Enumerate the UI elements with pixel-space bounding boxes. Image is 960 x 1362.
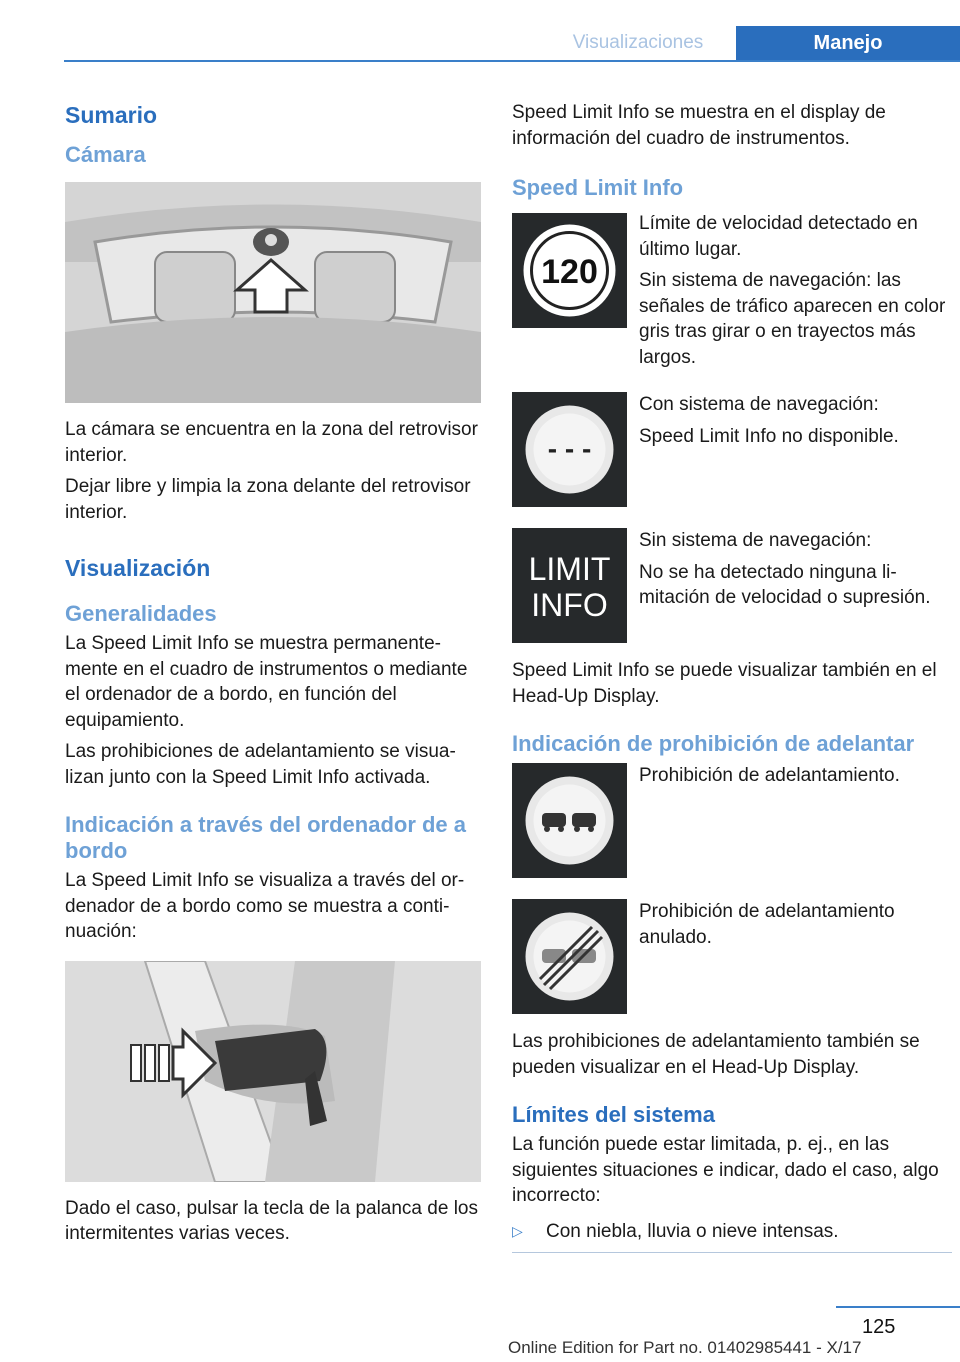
footer-rule bbox=[836, 1306, 960, 1308]
bullet-text: Con niebla, lluvia o nieve intensas. bbox=[546, 1220, 839, 1242]
heading-limites: Límites del sistema bbox=[512, 1102, 715, 1127]
text-prohib-2: Prohibición de adelantamiento anulado. bbox=[639, 901, 895, 948]
text-lever: Dado el caso, pulsar la tecla de la palanca de los intermitentes varias veces. bbox=[65, 1197, 478, 1244]
footer-edition: Online Edition for Part no. 01402985441 - X/17 bbox=[508, 1338, 862, 1357]
speed-limit-120-tile bbox=[512, 213, 627, 328]
camera-illustration bbox=[65, 182, 481, 403]
heading-prohibicion: Indicación de prohibición de adelantar bbox=[512, 731, 915, 756]
heading-indicacion-ordenador: Indicación a través del ordenador de a bordo bbox=[65, 812, 467, 863]
heading-sumario: Sumario bbox=[65, 102, 158, 128]
text-generalidades-1: La Speed Limit Info se muestra permanentemente en el cuadro de instrumentos o mediante el ordenador de a bordo, en función del equipamiento. bbox=[65, 633, 468, 731]
heading-speed-limit-info: Speed Limit Info bbox=[512, 175, 684, 200]
text-prohib-1: Prohibición de adelantamiento. bbox=[639, 765, 900, 786]
limit-info-line2: INFO bbox=[531, 587, 608, 623]
text-sign1-a: Límite de velocidad detectado en último lugar. bbox=[639, 213, 918, 260]
left-column bbox=[65, 100, 481, 1253]
limit-info-line1: LIMIT bbox=[528, 551, 611, 587]
list-item bbox=[512, 1219, 958, 1244]
text-sign3-b: No se ha detectado ninguna limitación de velocidad o supresión. bbox=[639, 561, 931, 608]
sign-row-120 bbox=[512, 211, 958, 370]
text-intro: Speed Limit Info se muestra en el display de información del cuadro de instrumentos. bbox=[512, 102, 886, 149]
text-sign2-a: Con sistema de navegación: bbox=[639, 394, 879, 415]
text-camara-2: Dejar libre y limpia la zona delante del retrovisor interior. bbox=[65, 476, 471, 523]
header-section-title: Visualizaciones bbox=[572, 32, 704, 53]
heading-visualizacion: Visualización bbox=[65, 555, 211, 581]
triangle-bullet-icon: ▷ bbox=[512, 1222, 523, 1239]
text-sign2-b: Speed Limit Info no disponible. bbox=[639, 425, 899, 447]
turn-signal-lever-illustration bbox=[65, 961, 481, 1182]
page-number: 125 bbox=[862, 1316, 896, 1338]
heading-camara: Cámara bbox=[65, 142, 146, 167]
no-overtaking-tile bbox=[512, 763, 627, 878]
header-rule bbox=[64, 60, 960, 62]
speed-limit-dash-tile bbox=[512, 392, 627, 507]
end-no-overtaking-tile bbox=[512, 899, 627, 1014]
text-camara-1: La cámara se encuentra en la zona del retrovisor interior. bbox=[65, 419, 478, 466]
heading-generalidades: Generalidades bbox=[65, 601, 217, 626]
text-hud-2: Las prohibiciones de adelantamiento también se pueden visualizar en el Head-Up Display. bbox=[512, 1031, 920, 1078]
speed-limit-dash-label: - - - bbox=[547, 433, 592, 464]
text-indicacion: La Speed Limit Info se visualiza a través del ordenador de a bordo como se muestra a continuación: bbox=[65, 870, 465, 942]
text-sign3-a: Sin sistema de navegación: bbox=[639, 530, 872, 551]
header-chapter-tab: Manejo bbox=[736, 26, 960, 60]
text-hud-1: Speed Limit Info se puede visualizar también en el Head-Up Display. bbox=[512, 660, 937, 707]
sign-row-no-overtaking bbox=[512, 763, 958, 879]
bullet-divider bbox=[512, 1252, 952, 1253]
sign-row-dash bbox=[512, 392, 958, 508]
sign-row-end-no-overtaking bbox=[512, 899, 958, 1015]
text-limites: La función puede estar limitada, p. ej., en las siguientes situaciones e indicar, dado el caso, algo incorrecto: bbox=[512, 1134, 939, 1206]
sign-row-limit-info bbox=[512, 528, 958, 644]
speed-limit-120-label: 120 bbox=[541, 253, 598, 291]
text-sign1-b: Sin sistema de navegación: las señales de tráfico aparecen en color gris tras girar o en trayectos más largos. bbox=[639, 270, 946, 368]
text-sign1-b-head bbox=[639, 268, 958, 370]
right-column bbox=[512, 100, 958, 1253]
text-generalidades-2: Las prohibiciones de adelantamiento se visualizan junto con la Speed Limit Info activada. bbox=[65, 741, 456, 788]
limit-info-tile bbox=[512, 528, 627, 643]
